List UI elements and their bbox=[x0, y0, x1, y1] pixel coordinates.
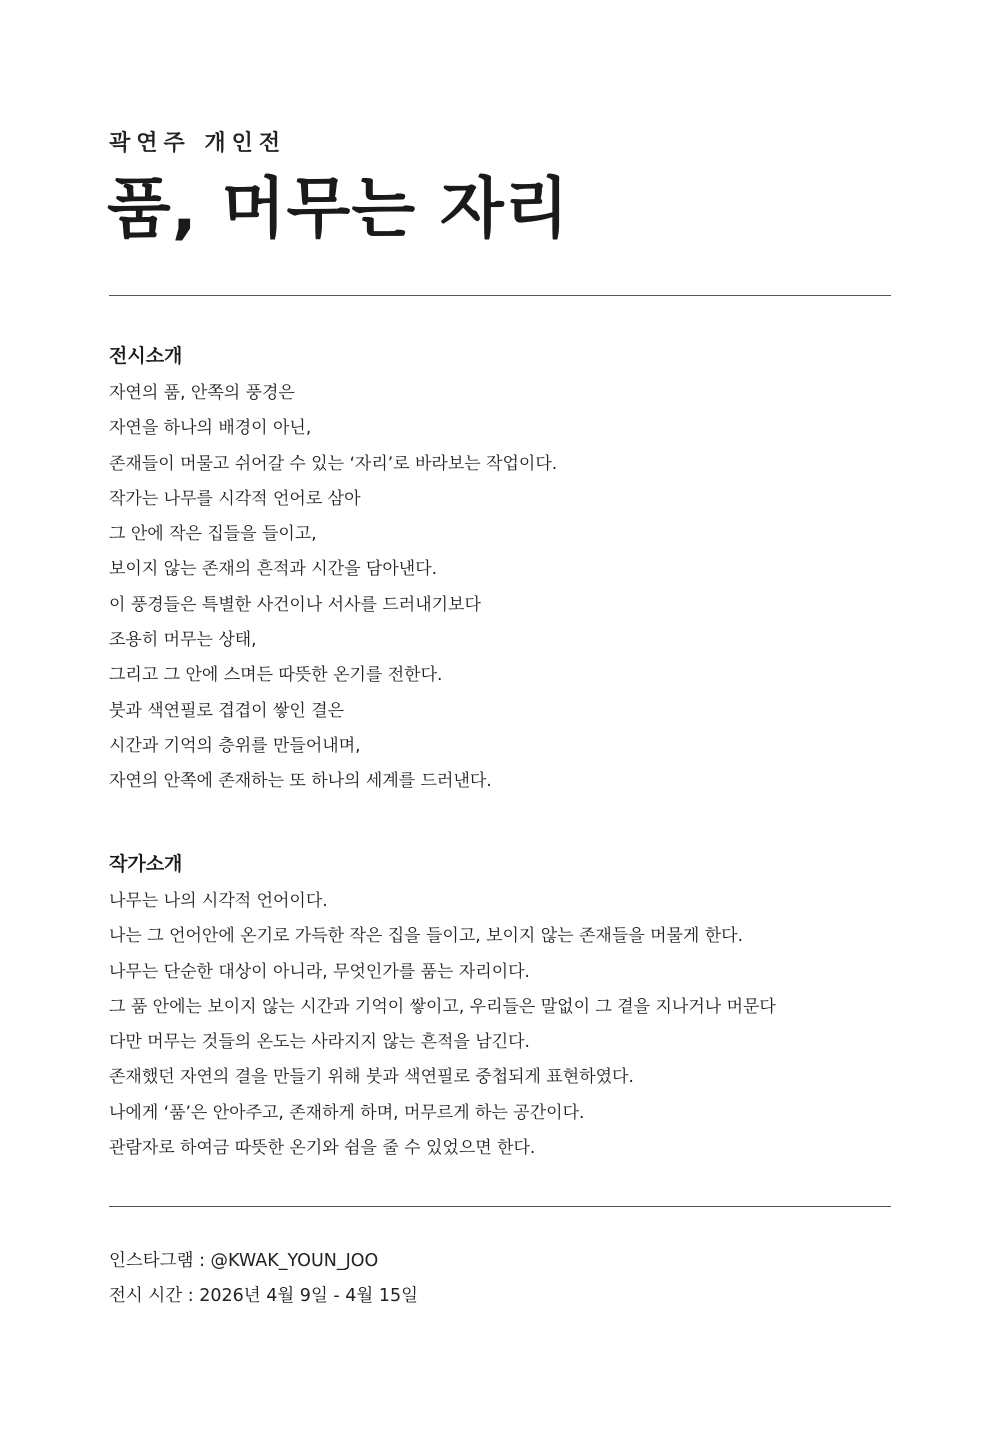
artist-line: 그 품 안에는 보이지 않는 시간과 기억이 쌓이고, 우리들은 말없이 그 곁을 지나거나 머문다 bbox=[109, 996, 776, 1017]
intro-line: 이 풍경들은 특별한 사건이나 서사를 드러내기보다 bbox=[109, 594, 481, 615]
artist-line: 관람자로 하여금 따뜻한 온기와 쉼을 줄 수 있었으면 한다. bbox=[109, 1138, 536, 1159]
intro-line: 존재들이 머물고 쉬어갈 수 있는 ‘자리’로 바라보는 작업이다. bbox=[109, 453, 558, 474]
intro-line: 작가는 나무를 시각적 언어로 삼아 bbox=[109, 488, 361, 509]
exhibition-period: 전시 시간 : 2026년 4월 9일 - 4월 15일 bbox=[109, 1286, 419, 1306]
exhibition-info bbox=[109, 1244, 891, 1314]
artist-line: 나무는 단순한 대상이 아니라, 무엇인가를 품는 자리이다. bbox=[109, 961, 530, 982]
artist-text bbox=[109, 884, 891, 1166]
intro-text bbox=[109, 376, 891, 800]
artist-line: 나에게 ‘품’은 안아주고, 존재하게 하며, 머무르게 하는 공간이다. bbox=[109, 1102, 585, 1123]
artist-line: 존재했던 자연의 결을 만들기 위해 붓과 색연필로 중첩되게 표현하였다. bbox=[109, 1067, 634, 1088]
instagram-handle: 인스타그램 : @KWAK_YOUN_JOO bbox=[109, 1251, 379, 1271]
intro-line: 자연의 품, 안쪽의 풍경은 bbox=[109, 383, 295, 403]
intro-line: 자연의 안쪽에 존재하는 또 하나의 세계를 드러낸다. bbox=[109, 771, 492, 792]
exhibition-title: 품, 머무는 자리 bbox=[107, 170, 570, 247]
artist-line: 나는 그 언어안에 온기로 가득한 작은 집을 들이고, 보이지 않는 존재들을 머물게 한다. bbox=[109, 926, 744, 947]
artist-heading: 작가소개 bbox=[109, 853, 183, 875]
intro-line: 시간과 기억의 층위를 만들어내며, bbox=[109, 735, 361, 756]
intro-line: 붓과 색연필로 겹겹이 쌓인 결은 bbox=[109, 700, 345, 721]
intro-heading: 전시소개 bbox=[109, 345, 183, 367]
top-divider bbox=[109, 295, 891, 296]
intro-line: 그 안에 작은 집들을 들이고, bbox=[109, 524, 317, 545]
intro-line: 자연을 하나의 배경이 아닌, bbox=[109, 418, 312, 439]
intro-line: 그리고 그 안에 스며든 따뜻한 온기를 전한다. bbox=[109, 665, 443, 686]
exhibition-subtitle: 곽연주 개인전 bbox=[109, 131, 287, 156]
artist-line: 나무는 나의 시각적 언어이다. bbox=[109, 891, 328, 911]
intro-line: 보이지 않는 존재의 흔적과 시간을 담아낸다. bbox=[109, 559, 438, 580]
artist-section bbox=[109, 850, 891, 1166]
intro-line: 조용히 머무는 상태, bbox=[109, 630, 257, 651]
intro-section bbox=[109, 342, 891, 800]
artist-line: 다만 머무는 것들의 온도는 사라지지 않는 흔적을 남긴다. bbox=[109, 1032, 530, 1053]
bottom-divider bbox=[109, 1206, 891, 1207]
